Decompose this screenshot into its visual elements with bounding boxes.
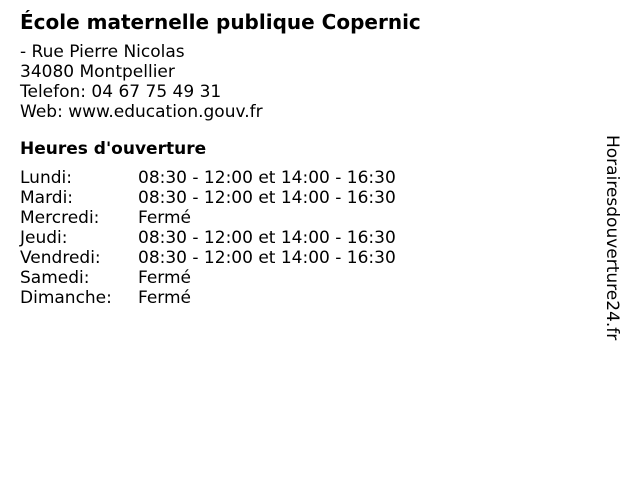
day-label: Jeudi: — [20, 228, 68, 248]
school-info-card — [20, 10, 580, 308]
opening-hours-table — [20, 168, 580, 308]
day-label: Dimanche: — [20, 288, 112, 308]
hours-row-monday — [20, 168, 580, 188]
hours-row-wednesday — [20, 208, 580, 228]
day-label: Mercredi: — [20, 208, 100, 228]
day-hours: 08:30 - 12:00 et 14:00 - 16:30 — [138, 188, 396, 208]
day-hours: Fermé — [138, 208, 192, 228]
page-title: École maternelle publique Copernic — [20, 10, 421, 34]
day-hours: 08:30 - 12:00 et 14:00 - 16:30 — [138, 248, 396, 268]
hours-row-saturday — [20, 268, 580, 288]
day-label: Samedi: — [20, 268, 90, 288]
day-hours: 08:30 - 12:00 et 14:00 - 16:30 — [138, 228, 396, 248]
address-street: - Rue Pierre Nicolas — [20, 42, 185, 62]
website: Web: www.education.gouv.fr — [20, 102, 263, 122]
day-label: Vendredi: — [20, 248, 101, 268]
address-city: 34080 Montpellier — [20, 62, 175, 82]
phone-number: Telefon: 04 67 75 49 31 — [20, 82, 222, 102]
hours-row-friday — [20, 248, 580, 268]
hours-row-tuesday — [20, 188, 580, 208]
address-block — [20, 42, 580, 122]
day-label: Mardi: — [20, 188, 74, 208]
day-hours: 08:30 - 12:00 et 14:00 - 16:30 — [138, 168, 396, 188]
hours-row-thursday — [20, 228, 580, 248]
brand-watermark: Horairesdouverture24.fr — [602, 135, 622, 341]
day-hours: Fermé — [138, 288, 192, 308]
hours-heading: Heures d'ouverture — [20, 139, 207, 159]
day-hours: Fermé — [138, 268, 192, 288]
hours-row-sunday — [20, 288, 580, 308]
day-label: Lundi: — [20, 168, 72, 188]
